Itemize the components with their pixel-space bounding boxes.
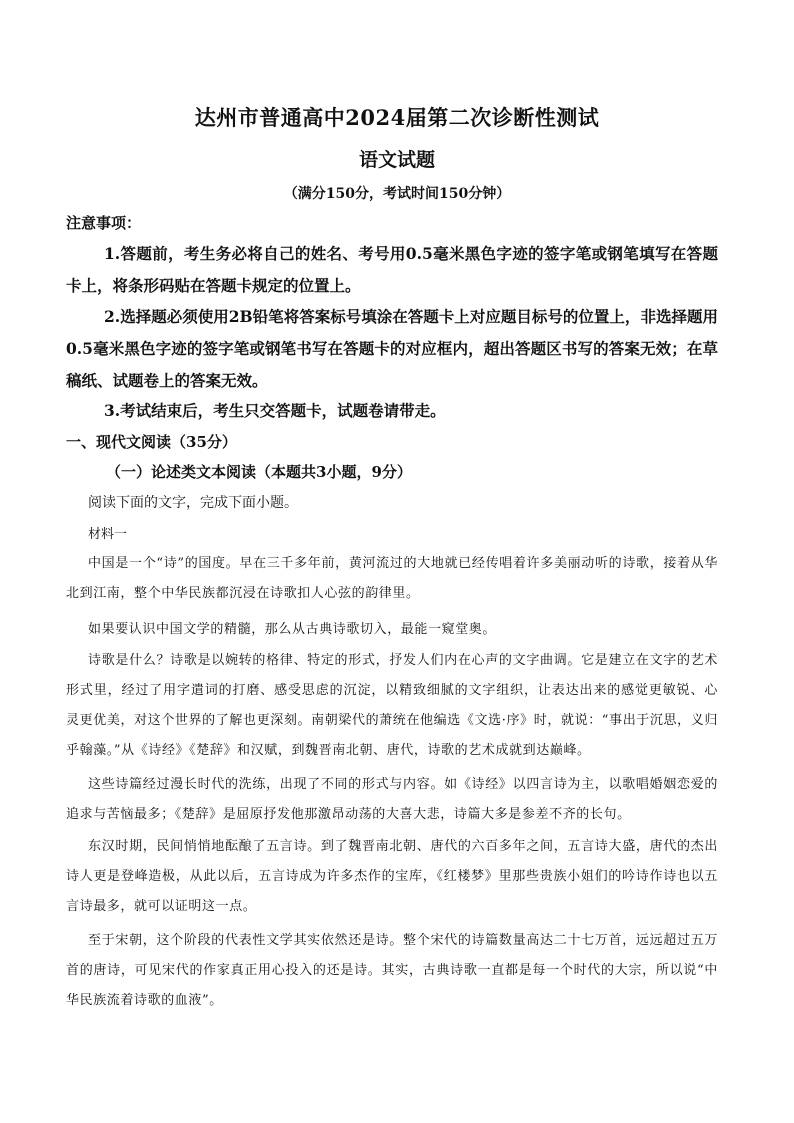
passage-paragraph: 诗歌是什么？诗歌是以婉转的格律、特定的形式，抒发人们内在心声的文字曲调。它是建立在文字的艺术形式里，经过了用字遣词的打磨、感受思虑的沉淀，以精致细腻的文字组织，让表达出来的感觉更敏锐、心灵更优美，对这个世界的了解也更深刻。南朝梁代的萧统在他编选《文选·序》时，就说：“事出于沉思，义归乎翰藻。”从《诗经》《楚辞》和汉赋，到魏晋南北朝、唐代，诗歌的艺术成就到达巅峰。 (66, 653, 718, 758)
exam-title: 达州市普通高中2024届第二次诊断性测试 (194, 105, 600, 130)
passage-paragraph: 如果要认识中国文学的精髓，那么从古典诗歌切入，最能一窥堂奥。 (88, 622, 497, 637)
notice-item: 3.考试结束后，考生只交答题卡，试题卷请带走。 (104, 401, 446, 420)
subsection-heading: （一）论述类文本阅读（本题共3小题，9分） (106, 463, 412, 481)
passage-paragraph: 这些诗篇经过漫长时代的洗练，出现了不同的形式与内容。如《诗经》以四言诗为主，以歌唱婚姻恋爱的追求与苦恼最多；《楚辞》是屈原抒发他那激昂动荡的大喜大悲，诗篇大多是参差不齐的长句。 (66, 777, 718, 822)
material-label: 材料一 (88, 527, 128, 542)
passage-paragraph: 中国是一个“诗”的国度。早在三千多年前，黄河流过的大地就已经传唱着许多美丽动听的诗歌，接着从华北到江南，整个中华民族都沉浸在诗歌扣人心弦的韵律里。 (66, 556, 718, 601)
score-time-note: （满分150分，考试时间150分钟） (283, 186, 511, 202)
section-heading: 一、现代文阅读（35分） (66, 433, 237, 451)
reading-instruction: 阅读下面的文字，完成下面小题。 (88, 495, 298, 511)
notice-item: 2.选择题必须使用2B铅笔将答案标号填涂在答题卡上对应题目标号的位置上，非选择题用0.5毫米黑色字迹的签字笔或钢笔书写在答题卡的对应框内，超出答题区书写的答案无效；在草稿纸、试题卷上的答案无效。 (66, 307, 718, 390)
passage-paragraph: 东汉时期，民间悄悄地酝酿了五言诗。到了魏晋南北朝、唐代的六百多年之间，五言诗大盛，唐代的杰出诗人更是登峰造极，从此以后，五言诗成为许多杰作的宝库，《红楼梦》里那些贵族小姐们的吟诗作诗也以五言诗最多，就可以证明这一点。 (66, 839, 718, 914)
notice-heading: 注意事项： (66, 214, 142, 232)
exam-subject: 语文试题 (358, 149, 435, 171)
passage-paragraph: 至于宋朝，这个阶段的代表性文学其实依然还是诗。整个宋代的诗篇数量高达二十七万首，远远超过五万首的唐诗，可见宋代的作家真正用心投入的还是诗。其实，古典诗歌一直都是每一个时代的大宗，所以说“中华民族流着诗歌的血液”。 (66, 933, 718, 1008)
notice-item: 1.答题前，考生务必将自己的姓名、考号用0.5毫米黑色字迹的签字笔或钢笔填写在答题卡上，将条形码贴在答题卡规定的位置上。 (66, 244, 718, 295)
